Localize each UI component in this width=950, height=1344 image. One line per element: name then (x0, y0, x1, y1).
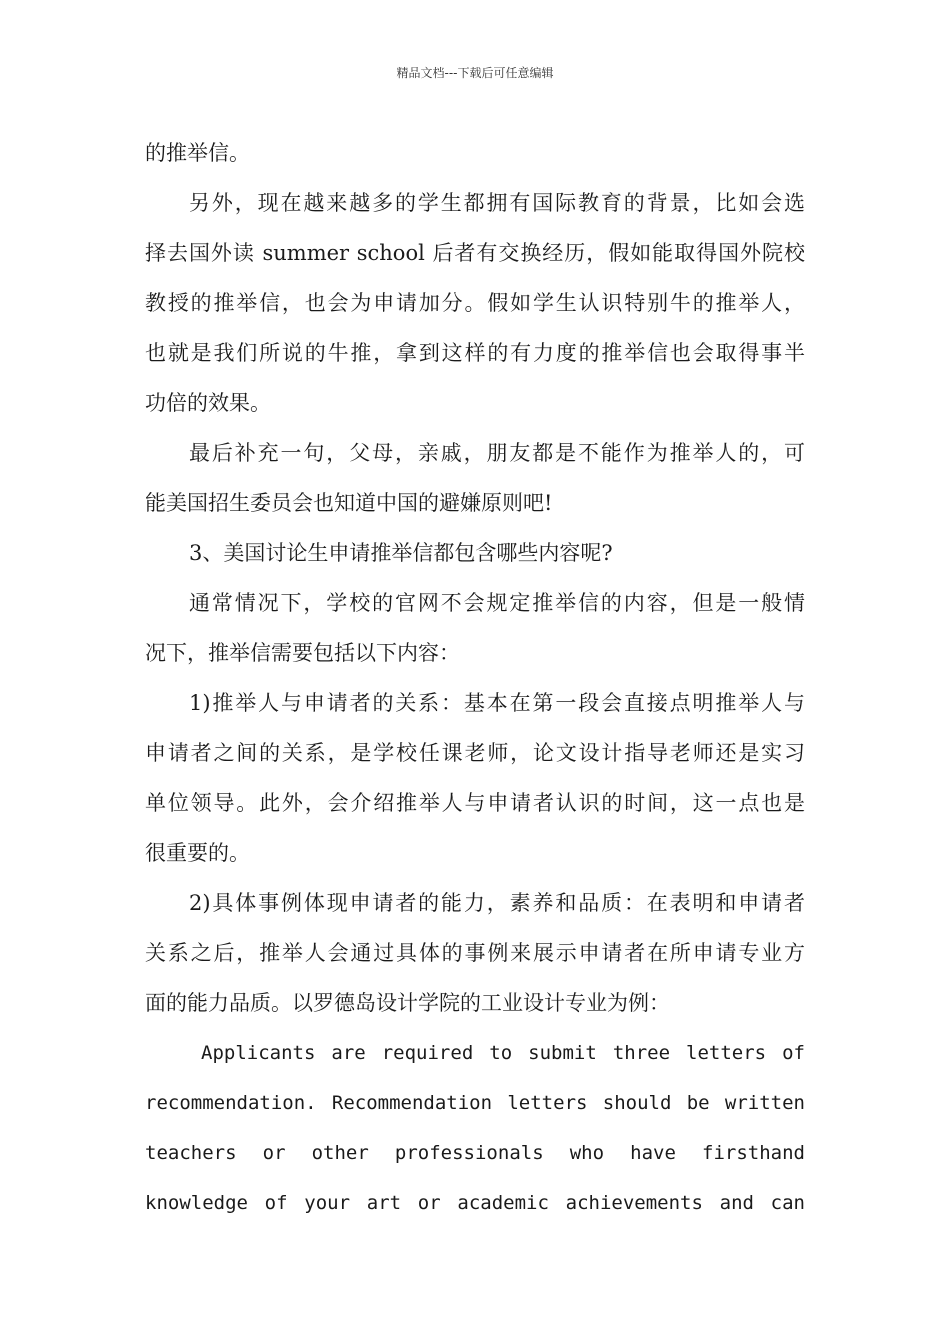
english-quote-line: Applicants are required to submit three letters of (201, 1042, 805, 1064)
section-heading: 3、美国讨论生申请推举信都包含哪些内容呢? (189, 541, 613, 565)
text-line: 单位领导。此外，会介绍推举人与申请者认识的时间，这一点也是 (145, 791, 805, 815)
text-line: 申请者之间的关系，是学校任课老师，论文设计指导老师还是实习 (145, 741, 805, 765)
paragraph-start-line: 1)推举人与申请者的关系：基本在第一段会直接点明推举人与 (189, 691, 805, 715)
page-header: 精品文档---下载后可任意编辑 (396, 66, 554, 80)
paragraph-start-line: 另外，现在越来越多的学生都拥有国际教育的背景，比如会选 (189, 191, 805, 215)
text-line: 择去国外读 summer school 后者有交换经历，假如能取得国外院校 (145, 241, 805, 265)
text-line: 功倍的效果。 (145, 391, 271, 415)
document-body (145, 128, 805, 1228)
text-line: 的推举信。 (145, 141, 250, 165)
paragraph-start-line: 最后补充一句，父母，亲戚，朋友都是不能作为推举人的，可 (189, 441, 805, 465)
text-line: 关系之后，推举人会通过具体的事例来展示申请者在所申请专业方 (145, 941, 805, 965)
text-line: 能美国招生委员会也知道中国的避嫌原则吧! (145, 491, 553, 515)
text-line: 也就是我们所说的牛推，拿到这样的有力度的推举信也会取得事半 (145, 341, 805, 365)
text-line: 很重要的。 (145, 841, 250, 865)
paragraph-start-line: 通常情况下，学校的官网不会规定推举信的内容，但是一般情 (189, 591, 805, 615)
text-line: 面的能力品质。以罗德岛设计学院的工业设计专业为例： (145, 991, 670, 1015)
english-quote-line: recommendation. Recommendation letters should be written (145, 1092, 805, 1114)
paragraph-start-line: 2)具体事例体现申请者的能力，素养和品质：在表明和申请者 (189, 891, 805, 915)
text-line: 况下，推举信需要包括以下内容： (145, 641, 460, 665)
english-quote-line: teachers or other professionals who have firsthand (145, 1142, 805, 1164)
english-quote-line: knowledge of your art or academic achievements and can (145, 1192, 805, 1214)
text-line: 教授的推举信，也会为申请加分。假如学生认识特别牛的推举人， (145, 291, 805, 315)
